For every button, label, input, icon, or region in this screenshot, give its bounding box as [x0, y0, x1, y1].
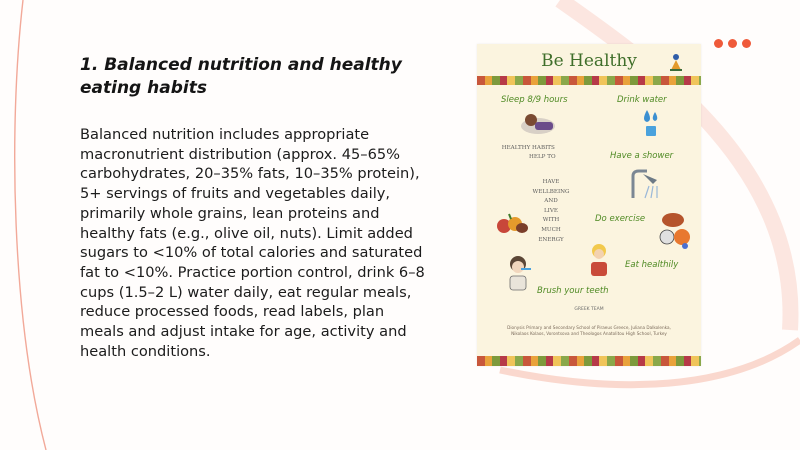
- center-text-line: WITH: [542, 217, 560, 224]
- center-text-line: HAVE: [542, 179, 560, 185]
- shower-icon: [629, 168, 661, 202]
- poster-title: Be Healthy: [541, 51, 637, 71]
- poster-item-shower: Have a shower: [610, 151, 674, 161]
- decorative-dots: [714, 39, 751, 48]
- fruit-border-bottom: [477, 356, 701, 366]
- poster-item-sleep: Sleep 8/9 hours: [501, 95, 568, 105]
- habits-heading-line: HEALTHY HABITS: [501, 145, 555, 151]
- exercise-balls-icon: [657, 210, 693, 250]
- child-eating-icon: [585, 242, 615, 278]
- dot-icon: [714, 39, 723, 48]
- be-healthy-poster: [477, 44, 701, 366]
- dot-icon: [728, 39, 737, 48]
- center-text: [521, 178, 581, 245]
- poster-item-teeth: Brush your teeth: [537, 286, 609, 296]
- sleeping-person-icon: [519, 110, 557, 136]
- slide-body-text: Balanced nutrition includes appropriate macronutrient distribution (approx. 45–65% carbohydrates, 20–35% fats, 10–35% protein), 5+ servings of fruits and vegetables daily, primarily whole grains, lean proteins and healthy fats (e.g., olive oil, nuts). Limit added sugars to <10% of total calories and saturated fat to <10%. Practice portion control, drink 6–8 cups (1.5–2 L) water daily, eat regular meals, reduce processed foods, read labels, plan meals and adjust intake for age, activity and health conditions.: [80, 126, 425, 360]
- poster-item-water: Drink water: [617, 95, 667, 105]
- credits-heading: GREEK TEAM: [574, 307, 604, 312]
- center-text-line: MUCH: [541, 226, 561, 233]
- center-text-line: LIVE: [543, 207, 559, 214]
- slide-title: 1. Balanced nutrition and healthy eating habits: [80, 55, 402, 98]
- school-logo-icon: [667, 52, 685, 72]
- credits-text: Dionysis Primary and Secondary School of Piraeus Greece, Juliana Dalkolenka, Nikolaos Kolaos, Vorontsova and Theologos Anatolitou High School, Turkey: [507, 325, 671, 336]
- fruits-icon: [495, 210, 529, 236]
- center-text-line: AND: [544, 198, 558, 205]
- center-text-line: WELLBEING: [532, 188, 570, 195]
- water-drop-icon: [641, 108, 661, 138]
- habits-heading-line: HELP TO: [529, 154, 556, 160]
- dot-icon: [742, 39, 751, 48]
- poster-item-exercise: Do exercise: [595, 214, 646, 224]
- fruit-border-top: [477, 76, 701, 85]
- child-brushing-teeth-icon: [503, 254, 535, 294]
- habits-heading: [501, 144, 556, 162]
- poster-item-eat: Eat healthily: [625, 260, 679, 270]
- center-text-line: ENERGY: [538, 236, 564, 243]
